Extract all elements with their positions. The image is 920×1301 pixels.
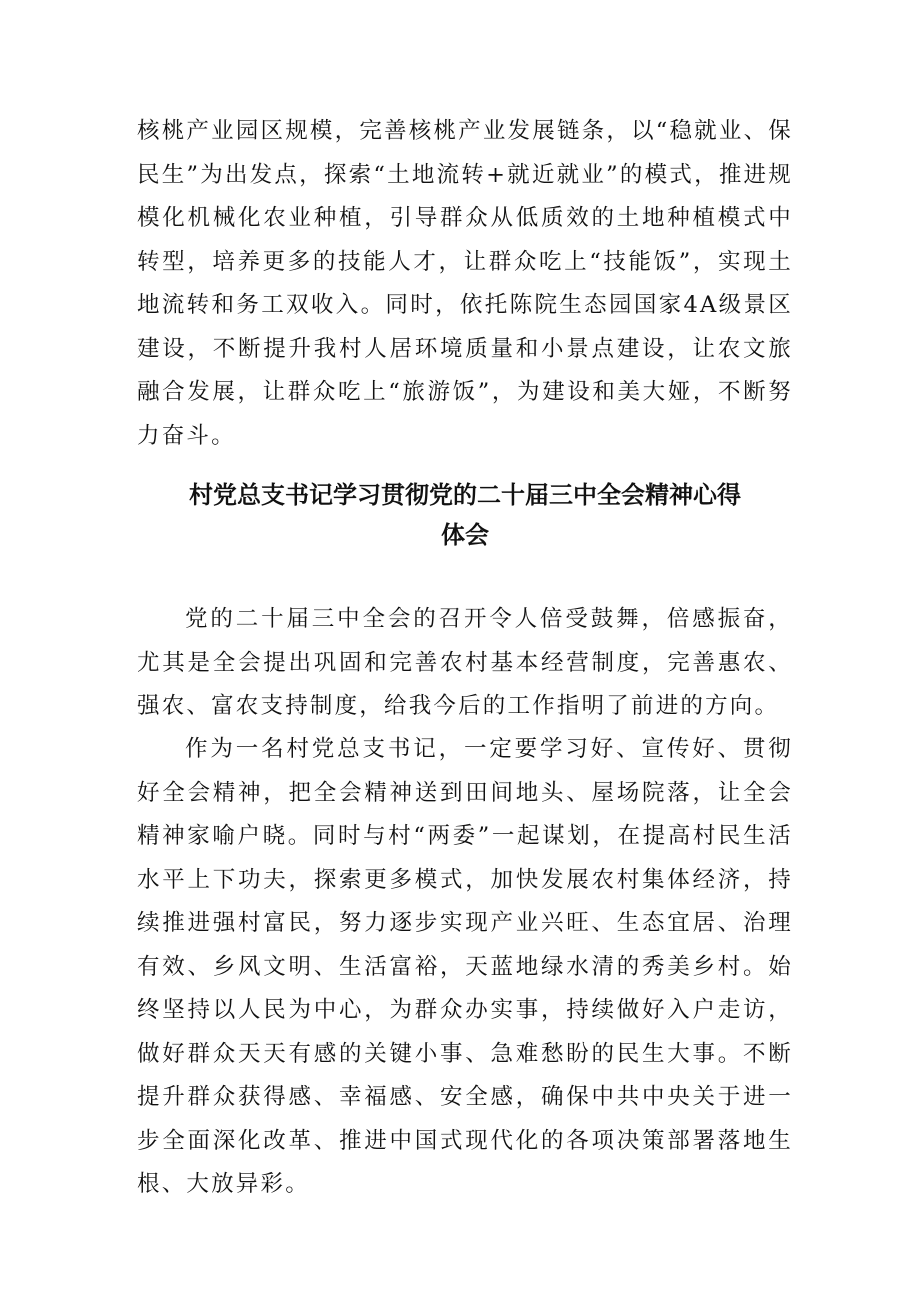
article-title [120, 475, 810, 555]
article-title-line-2: 体会 [441, 521, 489, 549]
body-paragraph-1: 党的二十届三中全会的召开令人倍受鼓舞，倍感振奋，尤其是全会提出巩固和完善农村基本经营制度，完善惠农、强农、富农支持制度，给我今后的工作指明了前进的方向。 [137, 606, 793, 719]
article-title-line-1: 村党总支书记学习贯彻党的二十届三中全会精神心得 [189, 481, 741, 509]
body-paragraph-2: 作为一名村党总支书记，一定要学习好、宣传好、贯彻好全会精神，把全会精神送到田间地头、屋场院落，让全会精神家喻户晓。同时与村“两委”一起谋划，在提高村民生活水平上下功夫，探索更多模式，加快发展农村集体经济，持续推进强村富民，努力逐步实现产业兴旺、生态宜居、治理有效、乡风文明、生活富裕，天蓝地绿水清的秀美乡村。始终坚持以人民为中心，为群众办实事，持续做好入户走访，做好群众天天有感的关键小事、急难愁盼的民生大事。不断提升群众获得感、幸福感、安全感，确保中共中央关于进一步全面深化改革、推进中国式现代化的各项决策部署落地生根、大放异彩。 [137, 736, 793, 1197]
continued-paragraph: 核桃产业园区规模，完善核桃产业发展链条，以“稳就业、保民生”为出发点，探索“土地流转+就近就业”的模式，推进规模化机械化农业种植，引导群众从低质效的土地种植模式中转型，培养更多的技能人才，让群众吃上“技能饭”，实现土地流转和务工双收入。同时，依托陈院生态园国家4A级景区建设，不断提升我村人居环境质量和小景点建设，让农文旅融合发展，让群众吃上“旅游饭”，为建设和美大娅，不断努力奋斗。 [137, 118, 793, 449]
